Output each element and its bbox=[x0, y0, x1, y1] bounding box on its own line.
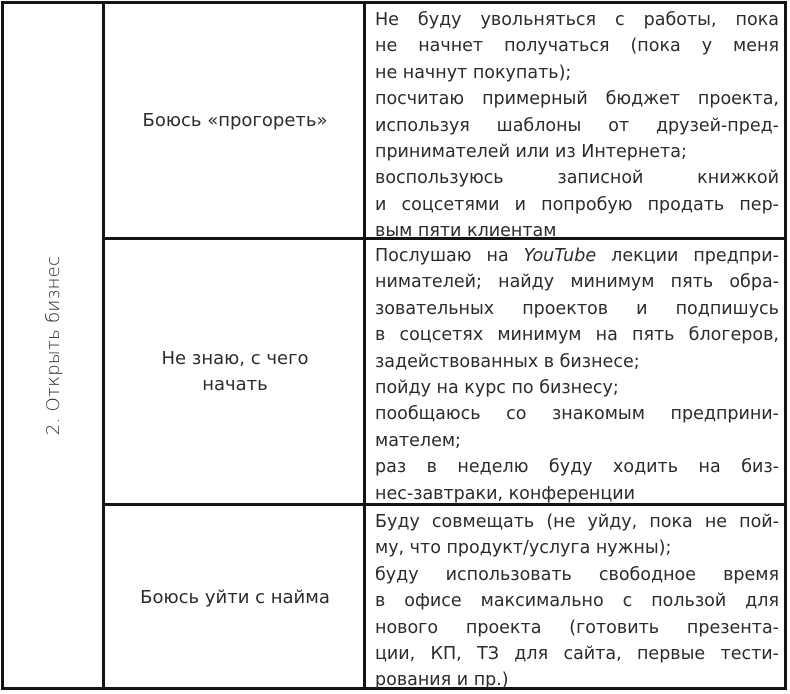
youtube-italic: YouTube bbox=[523, 246, 597, 266]
action-line: нес-завтраки, конференции bbox=[375, 483, 636, 504]
action-cell-2 bbox=[367, 240, 785, 503]
action-line: раз в неделю буду ходить на биз- bbox=[375, 457, 779, 478]
fears-actions-table bbox=[1, 1, 787, 690]
action-line: принимателей или из Интернета; bbox=[375, 142, 687, 163]
action-line: мателем; bbox=[375, 430, 461, 451]
action-line: задействованных в бизнесе; bbox=[375, 351, 640, 372]
action-cell-3 bbox=[367, 506, 785, 690]
action-line: зовательных проектов и подпишусь bbox=[375, 298, 779, 319]
action-line: рования и пр.) bbox=[375, 670, 509, 691]
action-line: не начнет получаться (пока у меня bbox=[375, 36, 779, 57]
fear-label: Боюсь уйти с найма bbox=[140, 587, 330, 608]
action-line: нимателей; найду минимум пять обра- bbox=[375, 272, 779, 293]
action-line: Не буду увольняться с работы, пока bbox=[375, 10, 779, 30]
fear-label-line: начать bbox=[202, 373, 268, 395]
action-cell-1 bbox=[367, 4, 785, 242]
category-label: 2. Открыть бизнес bbox=[43, 255, 65, 436]
action-line: Послушаю на YouTube лекции предпри- bbox=[375, 246, 779, 266]
category-cell bbox=[4, 4, 103, 687]
action-line: му, что продукт/услуга нужны); bbox=[375, 538, 672, 559]
fear-cell-2 bbox=[106, 240, 364, 503]
action-line: ции, КП, ТЗ для сайта, первые тести- bbox=[375, 644, 779, 665]
fear-label-line: Не знаю, с чего bbox=[161, 347, 309, 369]
action-line: не начнут покупать); bbox=[375, 62, 572, 83]
fear-cell-3 bbox=[106, 506, 364, 690]
action-line: посчитаю примерный бюджет проекта, bbox=[375, 89, 779, 110]
fear-cell-1 bbox=[106, 4, 364, 237]
action-line: пойду на курс по бизнесу; bbox=[375, 378, 619, 399]
action-line: вым пяти клиентам bbox=[375, 221, 557, 242]
action-line: буду использовать свободное время bbox=[375, 564, 779, 585]
action-line: нового проекта (готовить презента- bbox=[375, 617, 779, 638]
action-line: в соцсетях минимум на пять блогеров, bbox=[375, 325, 779, 346]
action-line: пообщаюсь со знакомым предприни- bbox=[375, 404, 779, 425]
action-line: и соцсетями и попробую продать пер- bbox=[375, 194, 779, 215]
action-line: в офисе максимально с пользой для bbox=[375, 591, 779, 612]
fear-label: Боюсь «прогореть» bbox=[142, 109, 328, 131]
action-line: Буду совмещать (не уйду, пока не пой- bbox=[375, 512, 779, 532]
action-line: воспользуюсь записной книжкой bbox=[375, 168, 779, 189]
action-line: используя шаблоны от друзей-пред- bbox=[375, 115, 779, 136]
